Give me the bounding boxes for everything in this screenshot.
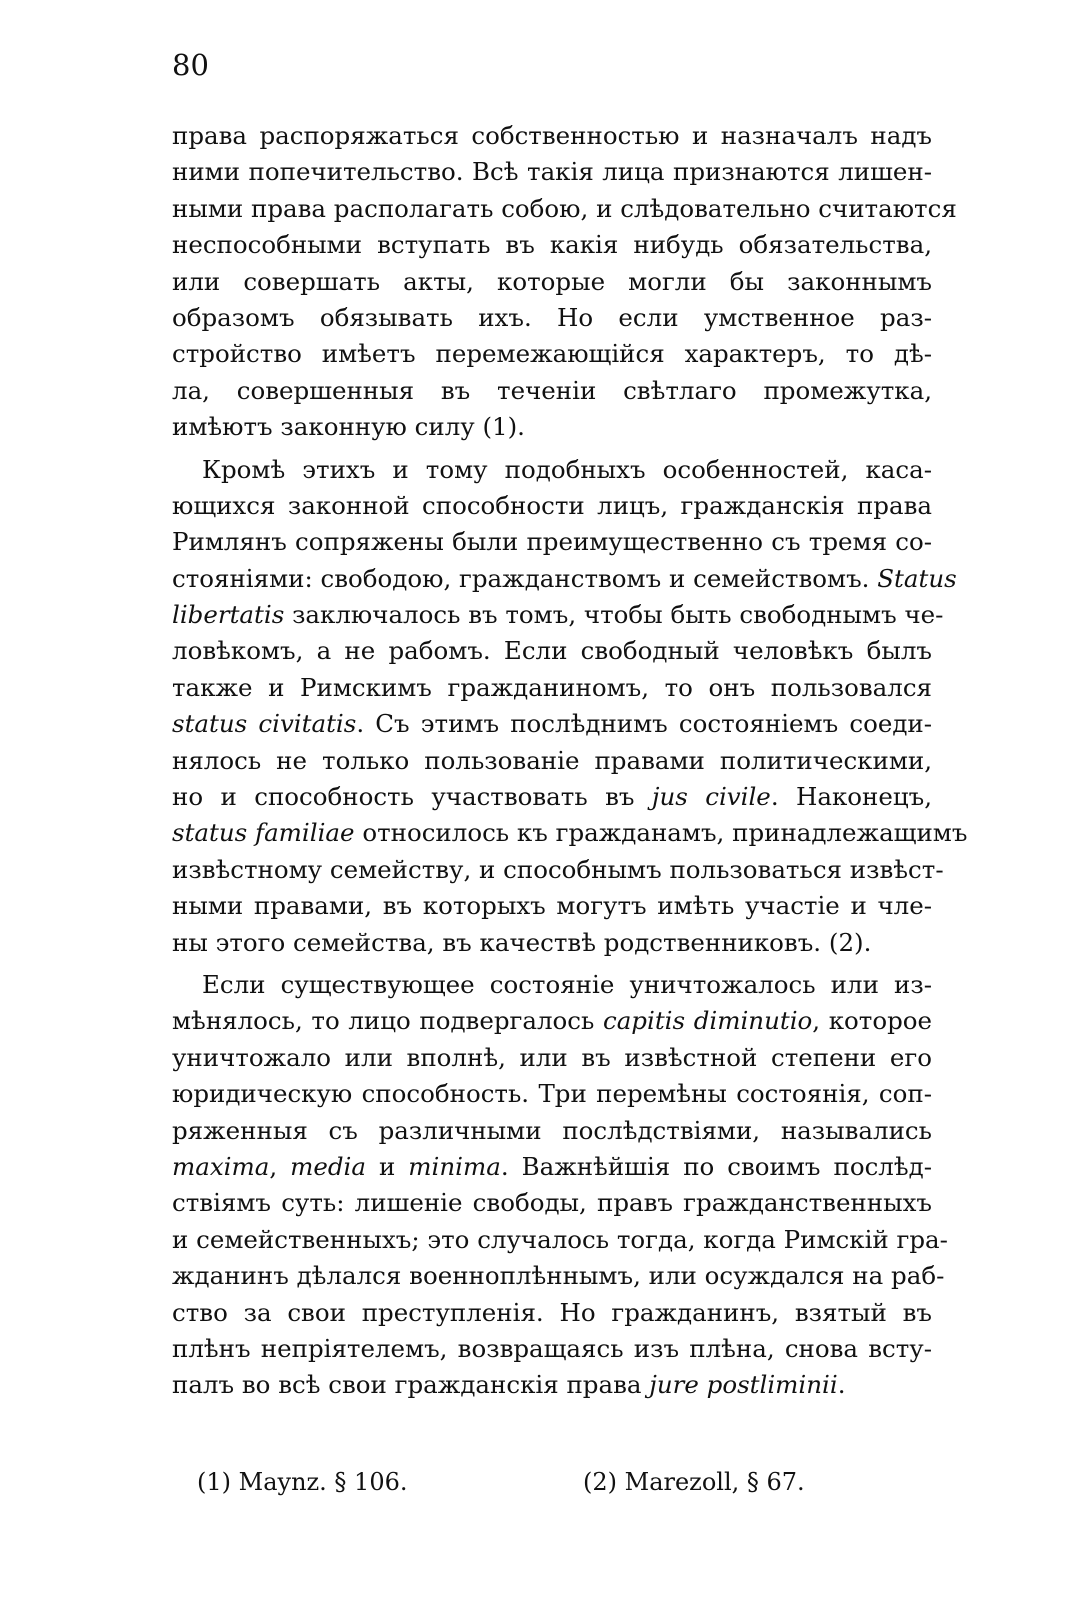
text-line: уничтожало или вполнѣ, или въ извѣстной степени его bbox=[172, 1042, 932, 1072]
paragraph bbox=[172, 452, 968, 961]
text-line: ными правами, въ которыхъ могутъ имѣть участіе и чле- bbox=[172, 891, 932, 921]
text-line: ны этого семейства, въ качествѣ родственниковъ. (2). bbox=[172, 927, 872, 957]
text-line: образомъ обязывать ихъ. Но если умственное раз- bbox=[172, 302, 932, 332]
paragraph bbox=[172, 967, 948, 1404]
text-line: ла, совершенныя въ теченіи свѣтлаго промежутка, bbox=[172, 375, 932, 405]
text-line: извѣстному семейству, и способнымъ пользоваться извѣст- bbox=[172, 854, 944, 884]
text-line: status civitatis. Съ этимъ послѣднимъ состояніемъ соеди- bbox=[172, 709, 933, 739]
text-line: но и способность участвовать въ jus civile. Наконецъ, bbox=[172, 782, 933, 812]
text-line: status familiae относилось къ гражданамъ, принадлежащимъ bbox=[172, 818, 968, 848]
text-line: мѣнялось, то лицо подвергалось capitis diminutio, которое bbox=[172, 1006, 932, 1036]
text-line: ствіямъ суть: лишеніе свободы, правъ гражданственныхъ bbox=[172, 1188, 932, 1218]
text-line: стройство имѣетъ перемежающійся характеръ, то дѣ- bbox=[172, 339, 932, 369]
text-line: имѣютъ законную силу (1). bbox=[172, 412, 525, 442]
text-line: неспособными вступать въ какія нибудь обязательства, bbox=[172, 230, 932, 260]
text-line: жданинъ дѣлался военноплѣннымъ, или осуждался на раб- bbox=[172, 1261, 945, 1291]
text-line: ловѣкомъ, а не рабомъ. Если свободный человѣкъ былъ bbox=[172, 636, 932, 666]
body-text bbox=[172, 118, 968, 1404]
page-number: 80 bbox=[172, 48, 209, 82]
text-line: стояніями: свободою, гражданствомъ и семействомъ. Status bbox=[172, 563, 957, 593]
footnote-2: (2) Marezoll, § 67. bbox=[583, 1468, 805, 1496]
text-line: maxima, media и minima. Важнѣйшія по своимъ послѣд- bbox=[172, 1151, 933, 1181]
text-line: и семейственныхъ; это случалось тогда, когда Римскій гра- bbox=[172, 1224, 948, 1254]
text-line: ными права располагать собою, и слѣдовательно считаются bbox=[172, 193, 957, 223]
text-line: Римлянъ сопряжены были преимущественно съ тремя со- bbox=[172, 527, 932, 557]
text-line: Кромѣ этихъ и тому подобныхъ особенностей, каса- bbox=[202, 454, 932, 484]
text-line: также и Римскимъ гражданиномъ, то онъ пользовался bbox=[172, 672, 932, 702]
text-line: ними попечительство. Всѣ такія лица признаются лишен- bbox=[172, 157, 932, 187]
text-line: юридическую способность. Три перемѣны состоянія, соп- bbox=[172, 1079, 932, 1109]
paragraph bbox=[172, 118, 957, 446]
text-line: палъ во всѣ свои гражданскія права jure postliminii. bbox=[172, 1370, 846, 1400]
text-line: или совершать акты, которые могли бы законнымъ bbox=[172, 266, 932, 296]
text-line: ющихся законной способности лицъ, гражданскія права bbox=[172, 490, 932, 520]
text-line: права распоряжаться собственностью и назначалъ надъ bbox=[172, 121, 932, 150]
text-line: ство за свои преступленія. Но гражданинъ, взятый въ bbox=[172, 1297, 932, 1327]
text-line: ряженныя съ различными послѣдствіями, назывались bbox=[172, 1115, 932, 1145]
text-line: плѣнъ непріятелемъ, возвращаясь изъ плѣна, снова всту- bbox=[172, 1333, 932, 1363]
text-line: нялось не только пользованіе правами политическими, bbox=[172, 745, 932, 775]
text-line: libertatis заключалось въ томъ, чтобы быть свободнымъ че- bbox=[172, 600, 944, 630]
text-line: Если существующее состояніе уничтожалось или из- bbox=[202, 969, 932, 999]
footnote-1: (1) Maynz. § 106. bbox=[197, 1468, 408, 1496]
